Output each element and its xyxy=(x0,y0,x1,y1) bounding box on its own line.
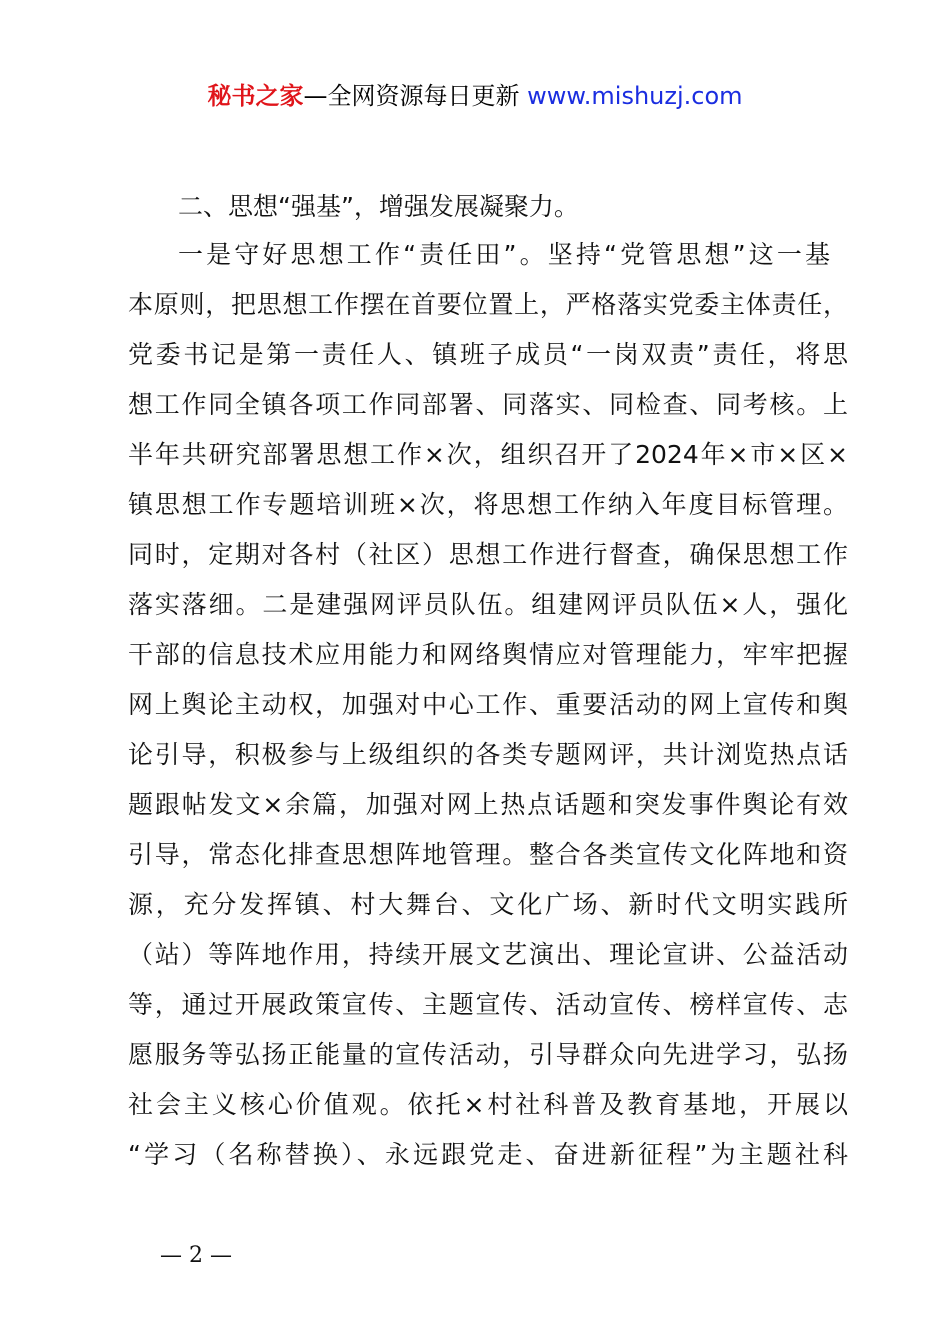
body-line: 引导，常态化排查思想阵地管理。整合各类宣传文化阵地和资 xyxy=(128,840,848,869)
body-line: 同时，定期对各村（社区）思想工作进行督查，确保思想工作 xyxy=(128,540,848,569)
body-line: 源，充分发挥镇、村大舞台、文化广场、新时代文明实践所 xyxy=(128,890,848,919)
body-line: 愿服务等弘扬正能量的宣传活动，引导群众向先进学习，弘扬 xyxy=(128,1040,848,1069)
body-line: “学习（名称替换）、永远跟党走、奋进新征程”为主题社科 xyxy=(128,1140,848,1169)
page-number: — 2 — xyxy=(160,1243,232,1268)
body-line: 干部的信息技术应用能力和网络舆情应对管理能力，牢牢把握 xyxy=(128,640,848,669)
body-line: 本原则，把思想工作摆在首要位置上，严格落实党委主体责任， xyxy=(128,290,848,319)
body-line: 落实落细。二是建强网评员队伍。组建网评员队伍×人，强化 xyxy=(128,590,848,619)
brand-name: 秘书之家 xyxy=(207,82,304,110)
body-line: 等，通过开展政策宣传、主题宣传、活动宣传、榜样宣传、志 xyxy=(128,990,848,1019)
body-line: 题跟帖发文×余篇，加强对网上热点话题和突发事件舆论有效 xyxy=(128,790,848,819)
website-url: www.mishuzj.com xyxy=(527,82,743,110)
body-line: （站）等阵地作用，持续开展文艺演出、理论宣讲、公益活动 xyxy=(128,940,848,969)
section-heading: 二、思想“强基”，增强发展凝聚力。 xyxy=(178,192,579,221)
body-line: 网上舆论主动权，加强对中心工作、重要活动的网上宣传和舆 xyxy=(128,690,848,719)
body-line: 一是守好思想工作“责任田”。坚持“党管思想”这一基 xyxy=(178,240,830,269)
body-line: 社会主义核心价值观。依托×村社科普及教育基地，开展以 xyxy=(128,1090,848,1119)
body-line: 想工作同全镇各项工作同部署、同落实、同检查、同考核。上 xyxy=(128,390,848,419)
body-line: 论引导，积极参与上级组织的各类专题网评，共计浏览热点话 xyxy=(128,740,848,769)
page-header xyxy=(0,78,950,114)
header-slogan: —全网资源每日更新 xyxy=(303,82,528,110)
body-line: 半年共研究部署思想工作×次，组织召开了2024年×市×区× xyxy=(128,440,848,469)
body-line: 镇思想工作专题培训班×次，将思想工作纳入年度目标管理。 xyxy=(128,490,848,519)
body-line: 党委书记是第一责任人、镇班子成员“一岗双责”责任，将思 xyxy=(128,340,848,369)
